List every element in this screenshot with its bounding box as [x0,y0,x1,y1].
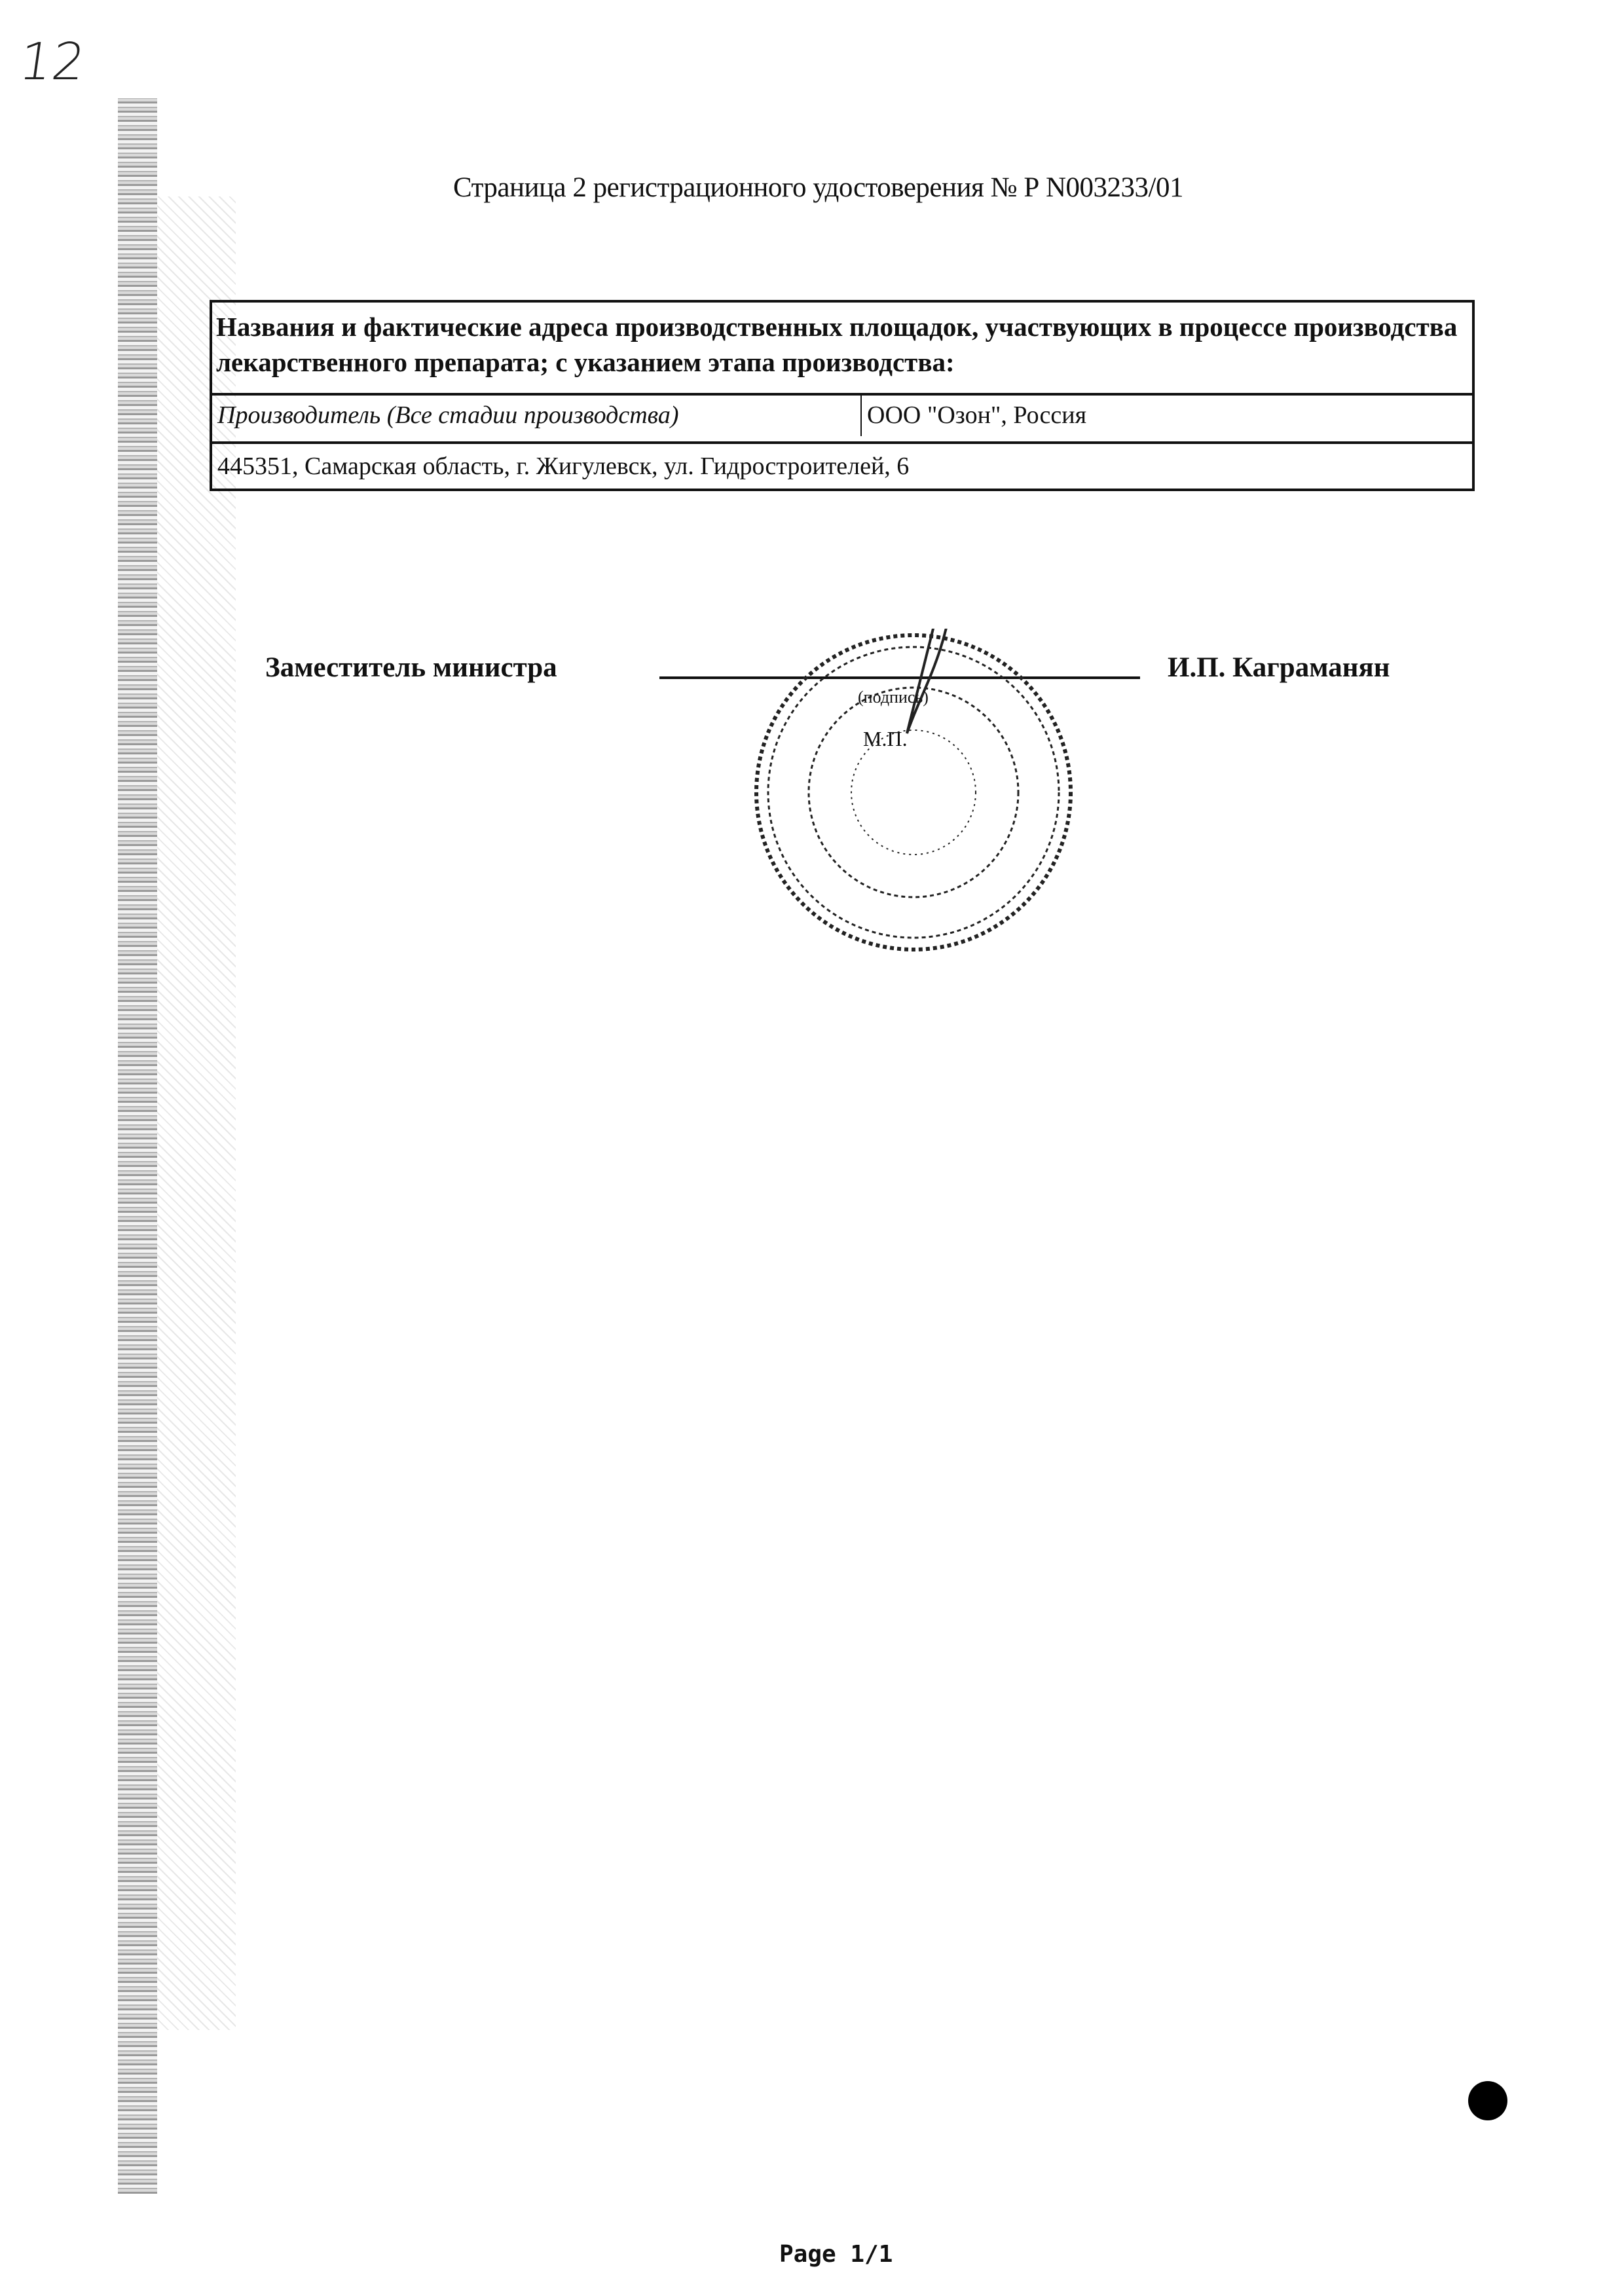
signature-caption: (подпись) [858,688,929,707]
column-divider [860,396,862,436]
signatory-name: И.П. Каграманян [1168,652,1390,683]
signatory-position: Заместитель министра [265,652,557,683]
scan-artifact-dot [1468,2081,1507,2120]
manufacturing-sites-table [210,300,1475,491]
manufacturer-label: Производитель (Все стадии производства) [217,401,679,429]
manufacturer-address: 445351, Самарская область, г. Жигулевск, ул. Гидростроителей, 6 [217,452,910,480]
scan-edge-noise [118,98,157,2194]
table-header: Названия и фактические адреса производственных площадок, участвующих в процессе производства лекарственного препарата; с указанием этапа производства: [216,312,1458,377]
row-divider [212,393,1472,396]
handwritten-page-number: 12 [15,33,89,92]
page-title: Страница 2 регистрационного удостоверения № Р N003233/01 [453,172,1183,203]
row-divider [212,441,1472,444]
official-stamp [750,629,1077,956]
handwritten-signature [907,629,953,733]
stamp-caption: М.П. [863,727,908,750]
manufacturer-value: ООО "Озон", Россия [867,401,1087,429]
page-footer: Page 1/1 [779,2241,893,2268]
